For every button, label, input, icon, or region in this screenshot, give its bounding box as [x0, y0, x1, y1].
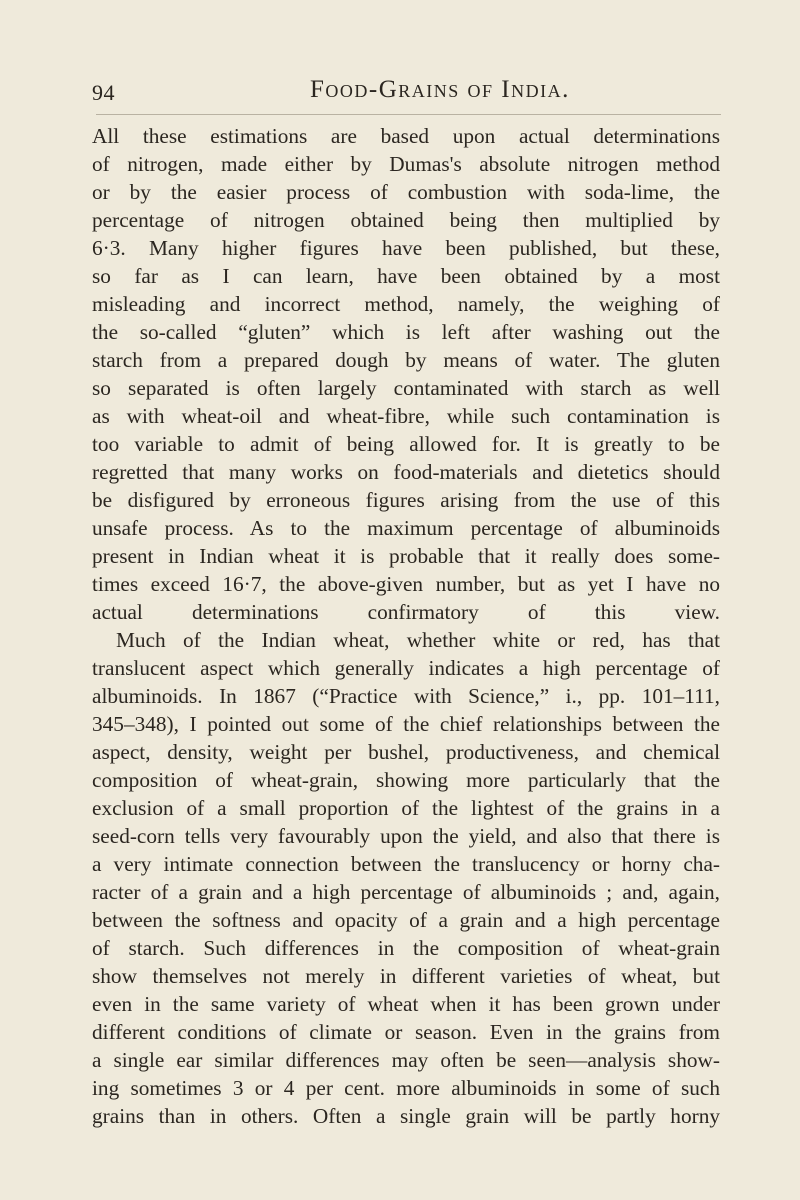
text-line: percentage of nitrogen obtained being then multiplied by — [92, 208, 720, 232]
text-line: so far as I can learn, have been obtained by a most — [92, 264, 720, 288]
text-line: different conditions of climate or season. Even in the grains from — [92, 1020, 720, 1044]
text-line: 345–348), I pointed out some of the chief relationships between the — [92, 712, 720, 736]
text-line: of starch. Such differences in the composition of wheat-grain — [92, 936, 720, 960]
text-line: a very intimate connection between the translucency or horny cha- — [92, 852, 720, 876]
text-line: actual determinations confirmatory of this view. — [92, 600, 720, 624]
text-line: seed-corn tells very favourably upon the yield, and also that there is — [92, 824, 720, 848]
text-line: composition of wheat-grain, showing more particularly that the — [92, 768, 720, 792]
text-line: of nitrogen, made either by Dumas's absolute nitrogen method — [92, 152, 720, 176]
body-text — [92, 122, 720, 1130]
text-line: the so-called “gluten” which is left after washing out the — [92, 320, 720, 344]
text-line: too variable to admit of being allowed for. It is greatly to be — [92, 432, 720, 456]
text-line: or by the easier process of combustion with soda-lime, the — [92, 180, 720, 204]
text-line: aspect, density, weight per bushel, productiveness, and chemical — [92, 740, 720, 764]
paragraph — [92, 122, 720, 626]
text-line: so separated is often largely contaminated with starch as well — [92, 376, 720, 400]
text-line: translucent aspect which generally indicates a high percentage of — [92, 656, 720, 680]
text-line: a single ear similar differences may often be seen—analysis show- — [92, 1048, 720, 1072]
text-line: misleading and incorrect method, namely, the weighing of — [92, 292, 720, 316]
text-line: be disfigured by erroneous figures arising from the use of this — [92, 488, 720, 512]
text-line: as with wheat-oil and wheat-fibre, while such contamination is — [92, 404, 720, 428]
text-line: Much of the Indian wheat, whether white or red, has that — [116, 628, 720, 652]
text-line: 6·3. Many higher figures have been published, but these, — [92, 236, 720, 260]
text-line: All these estimations are based upon actual determinations — [92, 124, 720, 148]
header-rule — [96, 114, 721, 115]
text-line: racter of a grain and a high percentage of albuminoids ; and, again, — [92, 880, 720, 904]
text-line: exclusion of a small proportion of the lightest of the grains in a — [92, 796, 720, 820]
text-line: grains than in others. Often a single grain will be partly horny — [92, 1104, 720, 1128]
text-line: ing sometimes 3 or 4 per cent. more albuminoids in some of such — [92, 1076, 720, 1100]
text-line: unsafe process. As to the maximum percentage of albuminoids — [92, 516, 720, 540]
text-line: starch from a prepared dough by means of water. The gluten — [92, 348, 720, 372]
text-line: even in the same variety of wheat when it has been grown under — [92, 992, 720, 1016]
text-line: present in Indian wheat it is probable that it really does some- — [92, 544, 720, 568]
text-line: regretted that many works on food-materials and dietetics should — [92, 460, 720, 484]
text-line: between the softness and opacity of a grain and a high percentage — [92, 908, 720, 932]
running-title: Food-Grains of India. — [310, 76, 570, 103]
text-line: times exceed 16·7, the above-given number, but as yet I have no — [92, 572, 720, 596]
paragraph — [92, 626, 720, 1130]
page-header — [92, 76, 717, 112]
text-line: show themselves not merely in different varieties of wheat, but — [92, 964, 720, 988]
text-line: albuminoids. In 1867 (“Practice with Science,” i., pp. 101–111, — [92, 684, 720, 708]
page-number: 94 — [92, 80, 115, 105]
